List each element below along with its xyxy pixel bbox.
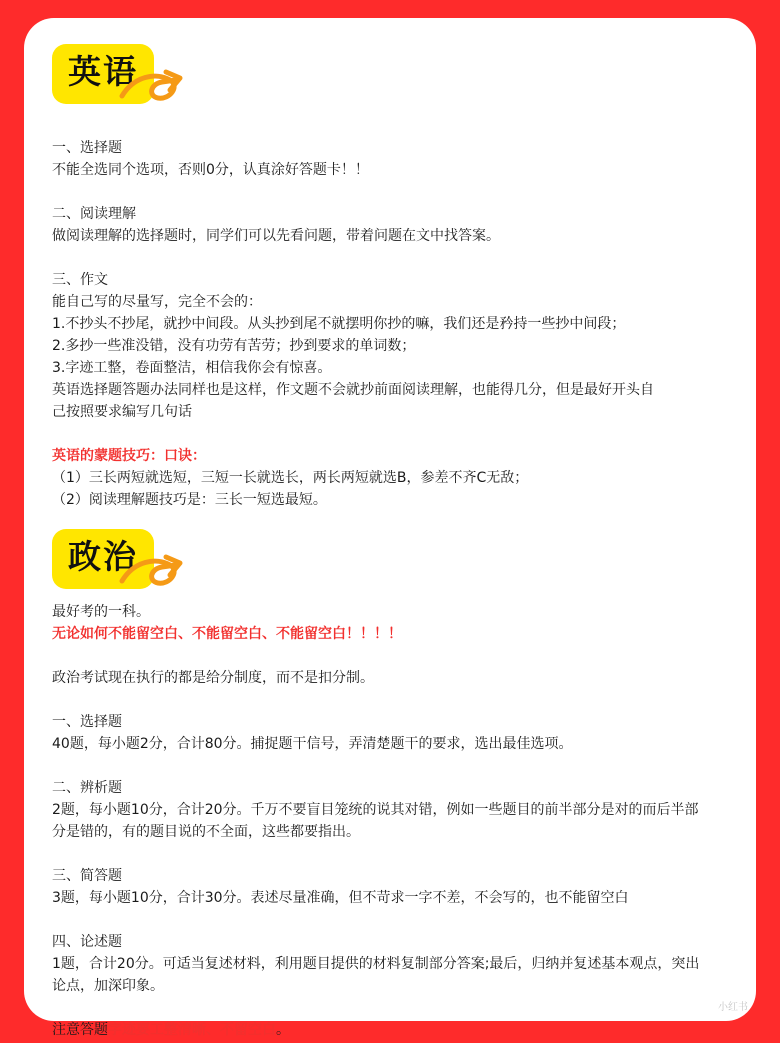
english-reading-title: 二、阅读理解 xyxy=(52,206,136,222)
document-body xyxy=(52,44,738,1041)
english-choice-title: 一、选择题 xyxy=(52,140,122,156)
politics-analysis-line: 分是错的，有的题目说的不全面，这些都要指出。 xyxy=(52,824,360,840)
swirl-arrow-icon xyxy=(114,547,186,599)
politics-system: 政治考试现在执行的都是给分制度，而不是扣分制。 xyxy=(52,670,374,686)
english-essay-line: 3.字迹工整，卷面整洁，相信我你会有惊喜。 xyxy=(52,360,332,376)
swirl-arrow-icon xyxy=(114,62,186,114)
content-card xyxy=(24,18,756,1038)
watermark: 小红书 xyxy=(718,1002,748,1013)
politics-badge: 政治 xyxy=(52,529,154,589)
english-essay-line: 1.不抄头不抄尾，就抄中间段。从头抄到尾不就摆明你抄的嘛，我们还是矜持一些抄中间段； xyxy=(52,316,626,332)
politics-essay-title: 四、论述题 xyxy=(52,934,122,950)
english-essay-line: 2.多抄一些准没错，没有功劳有苦劳；抄到要求的单词数； xyxy=(52,338,416,354)
note-suffix: 。 xyxy=(276,1022,290,1038)
english-badge: 英语 xyxy=(52,44,154,104)
politics-analysis-line: 2题，每小题10分，合计20分。千万不要盲目笼统的说其对错，例如一些题目的前半部分是对的而后半部 xyxy=(52,802,699,818)
politics-essay-line: 论点，加深印象。 xyxy=(52,978,164,994)
politics-warning: 无论如何不能留空白、不能留空白、不能留空白！！！！ xyxy=(52,626,402,642)
english-essay-title: 三、作文 xyxy=(52,272,108,288)
note-highlight: 字迹要工整清晰、不留空白 xyxy=(108,1022,276,1038)
politics-essay-line: 1题，合计20分。可适当复述材料，利用题目提供的材料复制部分答案;最后，归纳并复述基本观点，突出 xyxy=(52,956,700,972)
note-prefix: 注意答题 xyxy=(52,1022,108,1038)
politics-choice-title: 一、选择题 xyxy=(52,714,122,730)
english-header xyxy=(52,44,738,116)
english-essay-line: 英语选择题答题办法同样也是这样，作文题不会就抄前面阅读理解，也能得几分，但是最好开头自 xyxy=(52,382,654,398)
politics-choice-text: 40题，每小题2分，合计80分。捕捉题干信号，弄清楚题干的要求，选出最佳选项。 xyxy=(52,736,573,752)
english-reading-text: 做阅读理解的选择题时，同学们可以先看问题，带着问题在文中找答案。 xyxy=(52,228,500,244)
politics-short-title: 三、简答题 xyxy=(52,868,122,884)
english-tip-line: （1）三长两短就选短，三短一长就选长，两长两短就选B，参差不齐C无敌； xyxy=(52,470,529,486)
english-essay-line: 能自己写的尽量写，完全不会的： xyxy=(52,294,262,310)
english-essay-line: 己按照要求编写几句话 xyxy=(52,404,192,420)
english-choice-text: 不能全选同个选项，否则0分，认真涂好答题卡！！ xyxy=(52,162,369,178)
english-tip-title: 英语的蒙题技巧：口诀： xyxy=(52,448,206,464)
politics-header xyxy=(52,529,738,601)
politics-short-text: 3题，每小题10分，合计30分。表述尽量准确，但不苛求一字不差，不会写的，也不能留空白 xyxy=(52,890,629,906)
politics-note xyxy=(52,1019,738,1041)
politics-analysis-title: 二、辨析题 xyxy=(52,780,122,796)
politics-intro: 最好考的一科。 xyxy=(52,604,150,620)
english-tip-line: （2）阅读理解题技巧是：三长一短选最短。 xyxy=(52,492,327,508)
